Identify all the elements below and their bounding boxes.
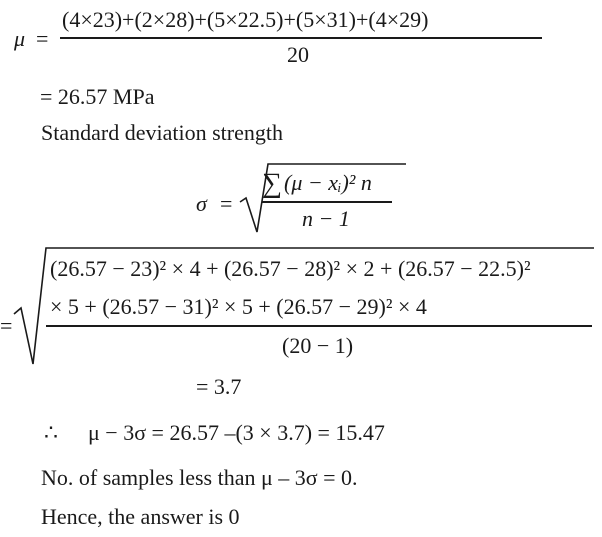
mean-numerator: (4×23)+(2×28)+(5×22.5)+(5×31)+(4×29)	[62, 7, 429, 32]
mean-denominator: 20	[287, 42, 309, 67]
mu-symbol: μ	[14, 26, 26, 51]
samples-statement: No. of samples less than μ – 3σ = 0.	[41, 465, 358, 490]
sd-heading: Standard deviation strength	[41, 120, 283, 145]
answer-statement: Hence, the answer is 0	[41, 504, 240, 529]
sigma-symbol: σ	[196, 191, 207, 216]
mean-fraction-bar	[60, 37, 542, 39]
calc-denominator: (20 − 1)	[282, 333, 354, 358]
calc-numerator-line2: × 5 + (26.57 − 31)² × 5 + (26.57 − 29)² × 4	[50, 294, 427, 319]
calc-numerator-line1: (26.57 − 23)² × 4 + (26.57 − 28)² × 2 + (26.57 − 22.5)²	[50, 256, 531, 281]
sd-denominator: n − 1	[302, 206, 350, 231]
sd-result: = 3.7	[196, 374, 242, 399]
sd-numerator-expr: (μ − xᵢ)² n	[284, 170, 372, 195]
sd-fraction-bar	[262, 201, 392, 203]
therefore-expression: μ − 3σ = 26.57 –(3 × 3.7) = 15.47	[88, 420, 385, 445]
summation-symbol: ∑	[262, 168, 282, 199]
sd-equals-sign: =	[220, 191, 233, 216]
therefore-symbol: ∴	[44, 420, 58, 445]
equals-sign: =	[36, 26, 49, 51]
calc-fraction-bar	[46, 325, 592, 327]
calc-equals-sign: =	[0, 313, 13, 338]
mean-result: = 26.57 MPa	[40, 84, 155, 109]
